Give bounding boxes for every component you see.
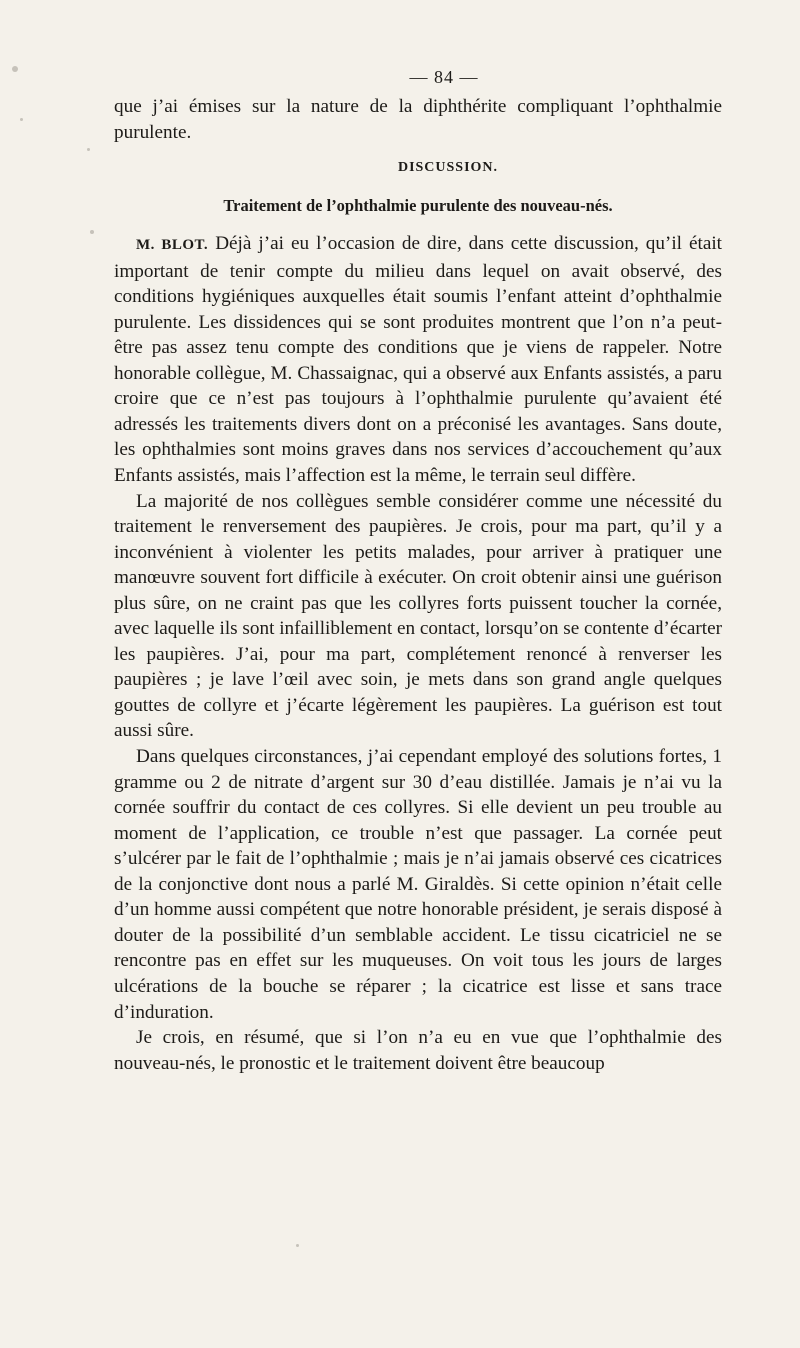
- ink-speck: [90, 230, 94, 234]
- paragraph-2: La majorité de nos collègues semble considérer comme une nécessité du traitement le renversement des paupières. Je crois, pour ma part, qu’il y a inconvénient à violenter les petits malades, pour arriver à pratiquer une manœuvre souvent fort difficile à exécuter. On croit obtenir ainsi une guérison plus sûre, on ne craint pas que les collyres forts puissent toucher la cornée, avec laquelle ils sont infailliblement en contact, lorsqu’on se contente d’écarter les paupières. J’ai, pour ma part, complétement renoncé à renverser les paupières ; je lave l’œil avec soin, je mets dans son grand angle quelques gouttes de collyre et j’écarte légèrement les paupières. La guérison est tout aussi sûre.: [114, 490, 722, 742]
- speaker-name: M. BLOT.: [136, 237, 209, 254]
- ink-speck: [296, 1244, 299, 1247]
- speaker-paragraph: [114, 231, 722, 488]
- ink-speck: [12, 66, 18, 72]
- opening-paragraph: que j’ai émises sur la nature de la diphthérite compliquant l’ophthalmie purulente.: [114, 96, 722, 143]
- paragraph-4: Je crois, en résumé, que si l’on n’a eu en vue que l’ophthalmie des nouveau-nés, le pronostic et le traitement doivent être beaucoup: [114, 1027, 722, 1074]
- discussion-subtitle: Traitement de l’ophthalmie purulente des nouveau-nés.: [223, 196, 613, 216]
- paragraph-3: Dans quelques circonstances, j’ai cependant employé des solutions fortes, 1 gramme ou 2 de nitrate d’argent sur 30 d’eau distillée. Jamais je n’ai vu la cornée souffrir du contact de ces collyres. Si elle devient un peu trouble au moment de l’application, ce trouble n’est que passager. La cornée peut s’ulcérer par le fait de l’ophthalmie ; mais je n’ai jamais observé ces cicatrices de la conjonctive dont nous a parlé M. Giraldès. Si cette opinion n’était celle d’un homme aussi compétent que notre honorable président, je serais disposé à douter de la possibilité d’un semblable accident. Le tissu cicatriciel ne se rencontre pas en effet sur les muqueuses. On voit tous les jours de larges ulcérations de la bouche se réparer ; la cicatrice est lisse et sans trace d’induration.: [114, 746, 722, 1023]
- ink-speck: [87, 148, 90, 151]
- ink-speck: [20, 118, 23, 121]
- section-heading: DISCUSSION.: [397, 160, 499, 176]
- paragraph-1-text: Déjà j’ai eu l’occasion de dire, dans cette discussion, qu’il était important de tenir compte du milieu dans lequel on avait observé, des conditions hygiéniques auxquelles était soumis l’enfant atteint d’ophthalmie purulente. Les dissidences qui se sont produites montrent que l’on n’a peut-être pas assez tenu compte des conditions que je viens de rappeler. Notre honorable collègue, M. Chassaignac, qui a observé aux Enfants assistés, a paru croire que ce n’est pas toujours à l’ophthalmie purulente qu’avaient été adressés les traitements divers dont on a préconisé les avantages. Sans doute, les ophthalmies sont moins graves dans nos services d’accouchement qu’aux Enfants assistés, mais l’affection est la même, le terrain seul diffère.: [114, 233, 723, 487]
- page-number: — 84 —: [409, 67, 479, 87]
